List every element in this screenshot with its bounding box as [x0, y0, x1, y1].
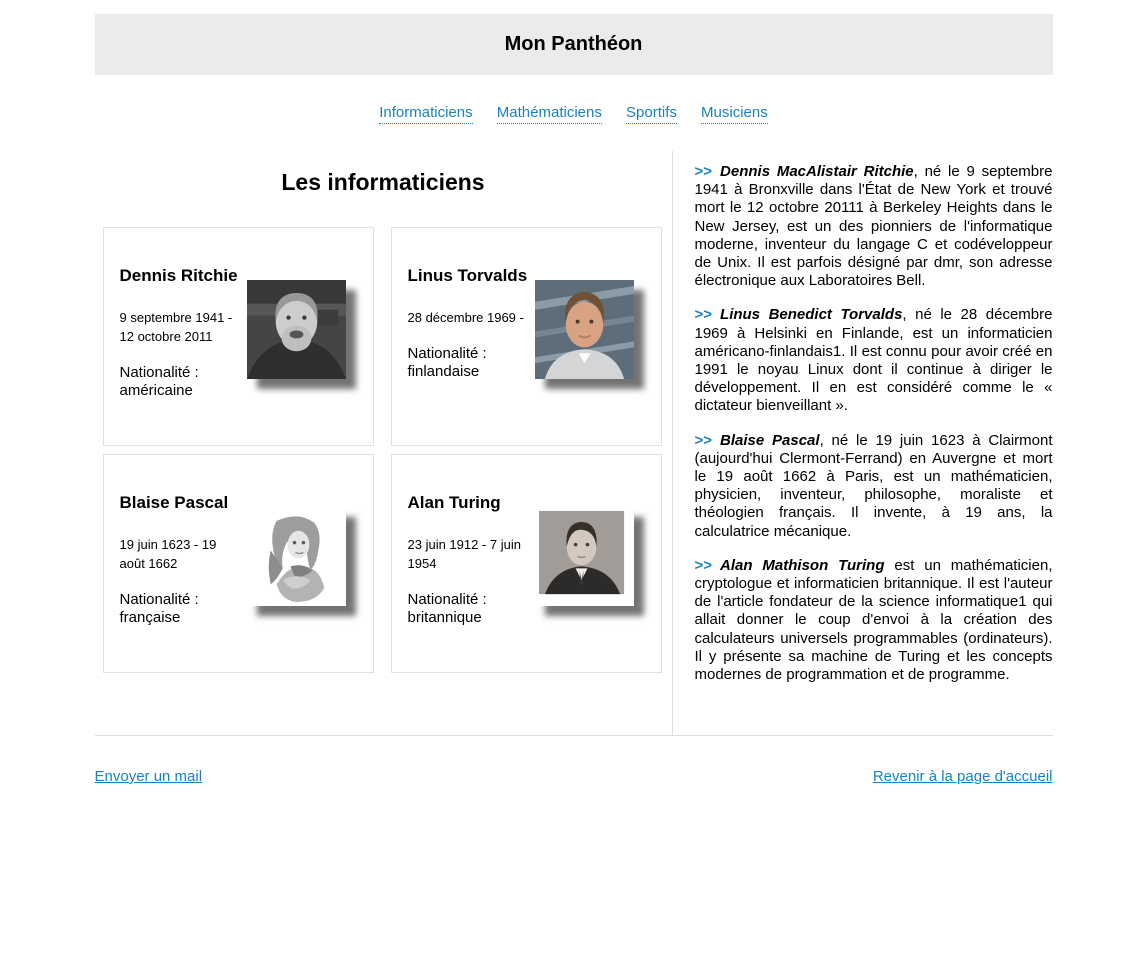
site-header [95, 14, 1053, 75]
page-container [95, 0, 1053, 969]
home-link[interactable]: Revenir à la page d'accueil [872, 768, 1053, 785]
people-column [95, 151, 673, 735]
card-info [408, 469, 531, 658]
bio-paragraph-torvalds [695, 306, 1053, 415]
bio-paragraph-pascal [695, 432, 1053, 541]
chevron-marker: >> [694, 431, 713, 449]
dennis-ritchie-photo [247, 280, 346, 379]
bio-person-name: Alan Mathison Turing [720, 556, 885, 574]
main-navigation [95, 104, 1053, 121]
linus-torvalds-photo [535, 280, 634, 379]
person-card-linus-torvalds [391, 227, 662, 446]
person-nationality: Nationalité : française [119, 591, 199, 626]
bio-text: , né le 28 décembre 1969 à Helsinki en Finlande, est un informaticien américano-finlandais1. Il est connu pour avoir créé en 1991 le noyau Linux dont il continue à diriger le développement. Il en est considéré comme le « dictateur bienveillant ». [694, 306, 1053, 415]
cards-grid [103, 227, 664, 673]
card-info [120, 242, 243, 431]
chevron-marker: >> [694, 306, 713, 324]
portrait-illustration [247, 280, 346, 379]
chevron-marker: >> [694, 163, 713, 180]
card-info [120, 469, 243, 658]
bio-paragraph-ritchie [695, 163, 1053, 290]
site-footer [95, 768, 1053, 785]
chevron-marker: >> [694, 556, 713, 574]
person-name: Dennis Ritchie [119, 266, 238, 285]
person-name: Linus Torvalds [407, 266, 528, 285]
person-dates: 9 septembre 1941 - 12 octobre 2011 [119, 310, 233, 344]
bio-person-name: Linus Benedict Torvalds [720, 306, 903, 324]
portrait-illustration [535, 507, 634, 606]
person-dates: 19 juin 1623 - 19 août 1662 [119, 537, 217, 571]
person-nationality: Nationalité : américaine [119, 364, 199, 399]
person-nationality: Nationalité : britannique [407, 591, 487, 626]
bio-text: est un mathématicien, cryptologue et informaticien britannique. Il est l'auteur de l'article fondateur de la science informatique1 qui allait donner le coup d'envoi à la création des calculateurs universels programmables (ordinateurs). Il y présente sa machine de Turing et les concepts modernes de programmation et de programme. [694, 556, 1053, 684]
portrait-illustration [247, 507, 346, 606]
alan-turing-photo [535, 507, 634, 606]
person-nationality: Nationalité : finlandaise [407, 345, 487, 380]
bios-column [673, 151, 1053, 735]
page-title: Mon Panthéon [504, 33, 643, 55]
nav-link-sportifs[interactable]: Sportifs [626, 104, 677, 124]
person-name: Blaise Pascal [119, 493, 229, 512]
section-heading: Les informaticiens [281, 169, 485, 195]
person-card-alan-turing [391, 454, 662, 673]
bio-paragraph-turing [695, 557, 1053, 684]
nav-link-informaticiens[interactable]: Informaticiens [379, 104, 472, 124]
bio-text: , né le 19 juin 1623 à Clairmont (aujourd'hui Clermont-Ferrand) en Auvergne et mort le 19 août 1662 à Paris, est un mathématicien, physicien, inventeur, philosophe, moraliste et théologien français. Il invente, à 19 ans, la calculatrice mécanique. [694, 431, 1053, 540]
bio-person-name: Blaise Pascal [720, 431, 820, 449]
content-section [95, 151, 1053, 736]
person-card-dennis-ritchie [103, 227, 374, 446]
portrait-illustration [535, 280, 634, 379]
card-info [408, 242, 531, 431]
nav-link-musiciens[interactable]: Musiciens [701, 104, 768, 124]
bio-person-name: Dennis MacAlistair Ritchie [720, 163, 914, 180]
person-card-blaise-pascal [103, 454, 374, 673]
person-name: Alan Turing [407, 493, 501, 512]
blaise-pascal-photo [247, 507, 346, 606]
bio-text: , né le 9 septembre 1941 à Bronxville dans l'État de New York et trouvé mort le 12 octobre 20111 à Berkeley Heights dans le New Jersey, est un des pionniers de l'informatique moderne, inventeur du langage C et codéveloppeur de Unix. Il est parfois désigné par dmr, son adresse électronique aux Laboratoires Bell. [694, 163, 1053, 290]
person-dates: 28 décembre 1969 - [407, 310, 524, 325]
mail-link[interactable]: Envoyer un mail [94, 768, 203, 785]
nav-link-mathematiciens[interactable]: Mathématiciens [497, 104, 602, 124]
person-dates: 23 juin 1912 - 7 juin 1954 [407, 537, 521, 571]
